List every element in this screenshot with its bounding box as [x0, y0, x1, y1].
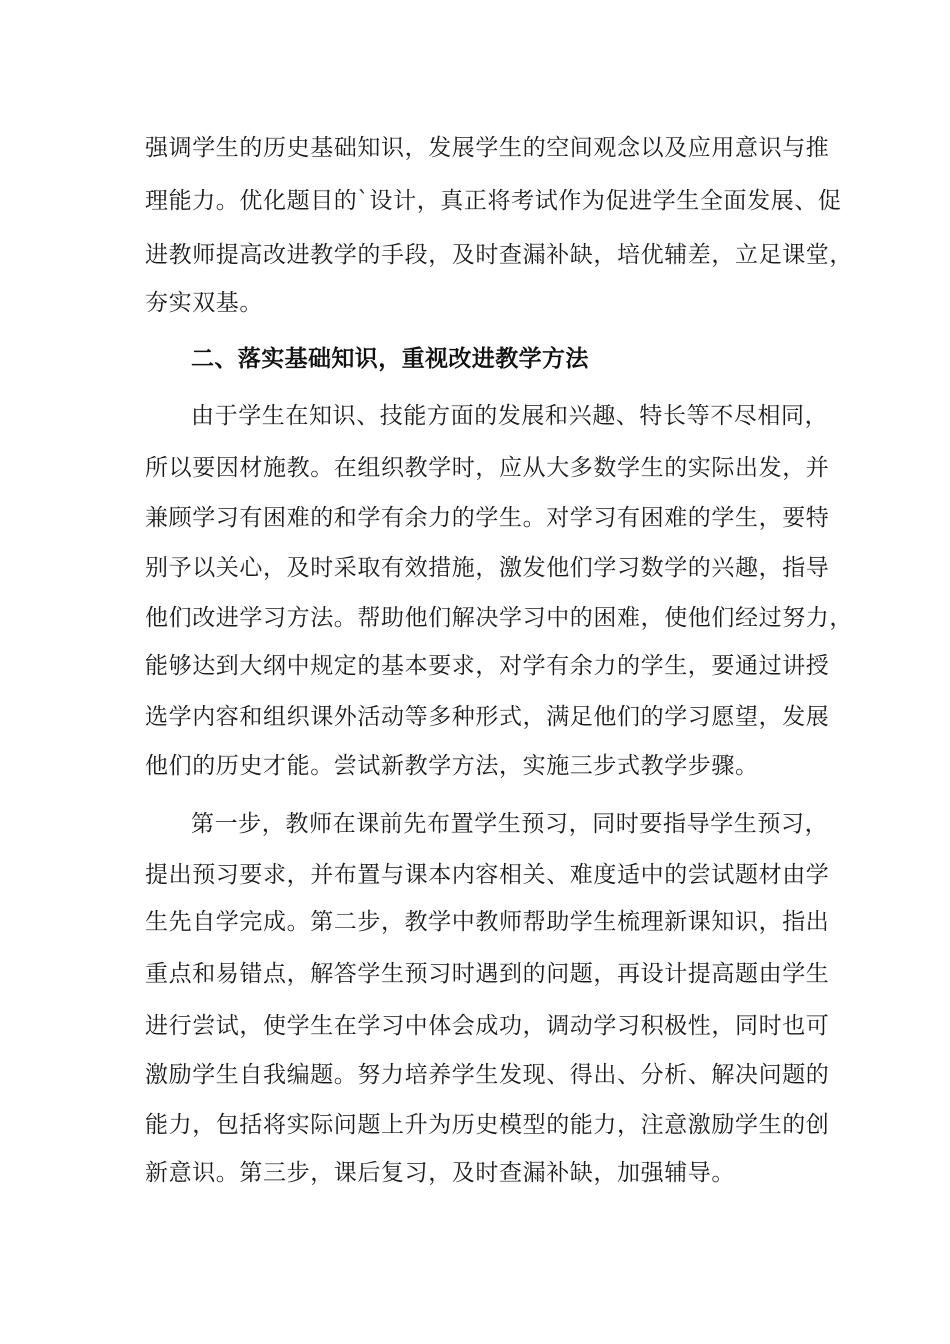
paragraph-1-line-1: 由于学生在知识、技能方面的发展和兴趣、特长等不尽相同，: [191, 403, 829, 429]
paragraph-2-line-8: 新意识。第三步，课后复习，及时查漏补缺，加强辅导。: [145, 1160, 735, 1186]
section-heading: 二、落实基础知识，重视改进教学方法: [191, 346, 589, 372]
intro-line-3: 进教师提高改进教学的手段，及时查漏补缺，培优辅差，立足课堂，: [145, 242, 853, 268]
intro-line-4: 夯实双基。: [145, 290, 263, 316]
paragraph-1-line-4: 别予以关心，及时采取有效措施，激发他们学习数学的兴趣，指导: [145, 555, 830, 581]
paragraph-1-line-6: 能够达到大纲中规定的基本要求，对学有余力的学生，要通过讲授: [145, 653, 830, 679]
paragraph-2-line-3: 生先自学完成。第二步，教学中教师帮助学生梳理新课知识，指出: [145, 909, 830, 935]
paragraph-2-line-6: 激励学生自我编题。努力培养学生发现、得出、分析、解决问题的: [145, 1062, 830, 1088]
paragraph-2-line-5: 进行尝试，使学生在学习中体会成功，调动学习积极性，同时也可: [145, 1013, 830, 1039]
intro-line-2: 理能力。优化题目的`设计，真正将考试作为促进学生全面发展、促: [145, 188, 842, 214]
paragraph-2-line-2: 提出预习要求，并布置与课本内容相关、难度适中的尝试题材由学: [145, 862, 830, 888]
paragraph-1-line-5: 他们改进学习方法。帮助他们解决学习中的困难，使他们经过努力，: [145, 605, 853, 631]
paragraph-2-line-7: 能力，包括将实际问题上升为历史模型的能力，注意激励学生的创: [145, 1112, 830, 1138]
paragraph-1-line-3: 兼顾学习有困难的和学有余力的学生。对学习有困难的学生，要特: [145, 505, 830, 531]
paragraph-2-line-4: 重点和易错点，解答学生预习时遇到的问题，再设计提高题由学生: [145, 961, 830, 987]
paragraph-1-line-8: 他们的历史才能。尝试新教学方法，实施三步式教学步骤。: [145, 753, 759, 779]
intro-line-1: 强调学生的历史基础知识，发展学生的空间观念以及应用意识与推: [145, 135, 830, 161]
paragraph-1-line-7: 选学内容和组织课外活动等多种形式，满足他们的学习愿望，发展: [145, 704, 830, 730]
paragraph-2-line-1: 第一步，教师在课前先布置学生预习，同时要指导学生预习，: [191, 811, 829, 837]
paragraph-1-line-2: 所以要因材施教。在组织教学时，应从大多数学生的实际出发，并: [145, 455, 830, 481]
